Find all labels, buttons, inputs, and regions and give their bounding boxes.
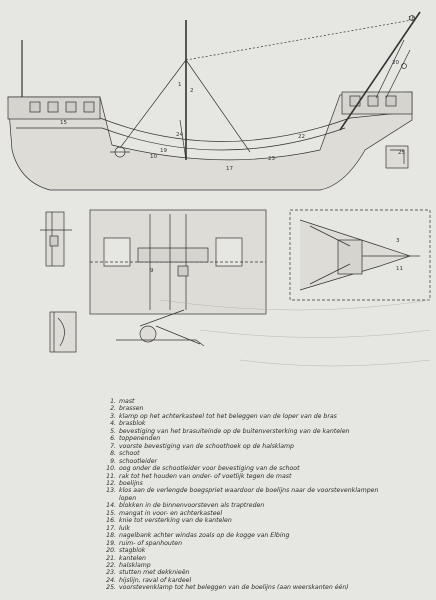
legend-text: stutten met dekknieën — [119, 569, 190, 577]
legend-item — [104, 517, 434, 524]
legend-number: 8. — [110, 450, 116, 458]
legend-text: rak tot het houden van onder- of voetlijk tegen de mast — [119, 472, 292, 480]
legend-item — [104, 435, 434, 442]
legend-text: voorstevenklamp tot het beleggen van de boelijns (aan weerskanten één) — [119, 584, 349, 592]
legend-number: 16. — [106, 517, 116, 525]
legend-item — [104, 555, 434, 562]
legend-number: 24. — [106, 576, 116, 584]
legend-number: 15. — [106, 509, 116, 517]
legend-number: 19. — [106, 539, 116, 547]
callout-24: 24 — [176, 132, 183, 138]
stern-post-detail — [40, 212, 72, 266]
legend-number: 7. — [110, 442, 116, 450]
callout-20: 20 — [392, 60, 399, 66]
windlass-detail — [116, 310, 204, 346]
legend-item — [104, 398, 434, 405]
legend-text: boelijns — [119, 479, 143, 487]
callout-18: 18 — [408, 16, 415, 22]
legend-number: 3. — [110, 412, 116, 420]
legend-text: blokken in de binnenvoorsteven als traptreden — [119, 502, 265, 510]
legend-text: schoot — [119, 450, 140, 458]
legend-text: mast — [119, 398, 135, 405]
callout-9: 9 — [150, 268, 154, 274]
legend-item — [104, 487, 434, 494]
legend-text: toppenenden — [119, 435, 161, 443]
legend-number: 14. — [106, 502, 116, 510]
legend-text: klos aan de verlengde boegspriet waardoor de boelijns naar de voorstevenklampen — [119, 487, 379, 495]
callout-1: 1 — [178, 82, 182, 88]
callout-17: 17 — [226, 166, 233, 172]
legend-text: bevestiging van het brasuiteinde op de buitenversterking van de kantelen — [119, 427, 350, 435]
legend-text: ruim- of spanhouten — [119, 539, 182, 547]
legend-item — [104, 584, 434, 591]
callout-10: 10 — [150, 154, 157, 160]
legend-item — [104, 502, 434, 509]
legend-text: knie tot versterking van de kantelen — [119, 517, 232, 525]
legend-text: voorste bevestiging van de schoothoek op de halsklamp — [119, 442, 294, 450]
legend-item — [104, 450, 434, 457]
callout-22: 22 — [298, 134, 305, 140]
legend-text: mangat in voor- en achterkasteel — [119, 509, 223, 517]
legend-number: 25. — [106, 584, 116, 592]
legend-number: 21. — [106, 554, 116, 562]
legend-text: stagblok — [119, 547, 146, 555]
legend-text: luik — [119, 524, 130, 532]
legend-item — [104, 443, 434, 450]
callout-15: 15 — [60, 120, 67, 126]
foredeck-plan — [290, 210, 430, 300]
legend-text: halsklamp — [119, 561, 151, 569]
legend-text: klamp op het achterkasteel tot het beleggen van de loper van de bras — [119, 412, 337, 420]
deck-plan — [90, 210, 266, 314]
callout-11: 11 — [396, 266, 403, 272]
legend-text: nagelbank achter windas zoals op de kogge van Elbing — [119, 532, 290, 540]
legend-number: 1. — [110, 398, 116, 405]
parts-legend — [104, 398, 434, 592]
legend-number: 9. — [110, 457, 116, 465]
legend-number: 22. — [106, 561, 116, 569]
legend-text: kantelen — [119, 554, 146, 562]
legend-item — [104, 405, 434, 412]
legend-text: brasblok — [119, 420, 146, 428]
hull-side-elevation — [8, 12, 420, 190]
callout-2: 2 — [190, 88, 194, 94]
knee-detail — [50, 312, 76, 352]
legend-number: 13. — [106, 487, 116, 495]
legend-item — [104, 420, 434, 427]
callout-19: 19 — [160, 148, 167, 154]
legend-item — [104, 465, 434, 472]
legend-item — [104, 569, 434, 576]
legend-item — [104, 540, 434, 547]
legend-number: 20. — [106, 547, 116, 555]
callout-23: 23 — [268, 156, 275, 162]
legend-number: 10. — [106, 465, 116, 473]
callout-3: 3 — [396, 238, 400, 244]
legend-number: 18. — [106, 532, 116, 540]
legend-number: 2. — [110, 405, 116, 413]
legend-item — [104, 532, 434, 539]
legend-number: 17. — [106, 524, 116, 532]
legend-number: 11. — [106, 472, 116, 480]
legend-number: 6. — [110, 435, 116, 443]
legend-item — [104, 547, 434, 554]
legend-item — [104, 458, 434, 465]
legend-number: 23. — [106, 569, 116, 577]
legend-text: brassen — [119, 405, 144, 413]
legend-text: lopen — [119, 494, 137, 502]
legend-text: oog onder de schootleider voor bevestiging van de schoot — [119, 465, 300, 473]
legend-number: 5. — [110, 427, 116, 435]
callout-25: 25 — [398, 150, 405, 156]
legend-item — [104, 413, 434, 420]
legend-number: 4. — [110, 420, 116, 428]
legend-text: schootleider — [119, 457, 158, 465]
legend-text: hijslijn, raval of kardeel — [119, 576, 192, 584]
legend-item — [104, 473, 434, 480]
legend-number: 12. — [106, 479, 116, 487]
